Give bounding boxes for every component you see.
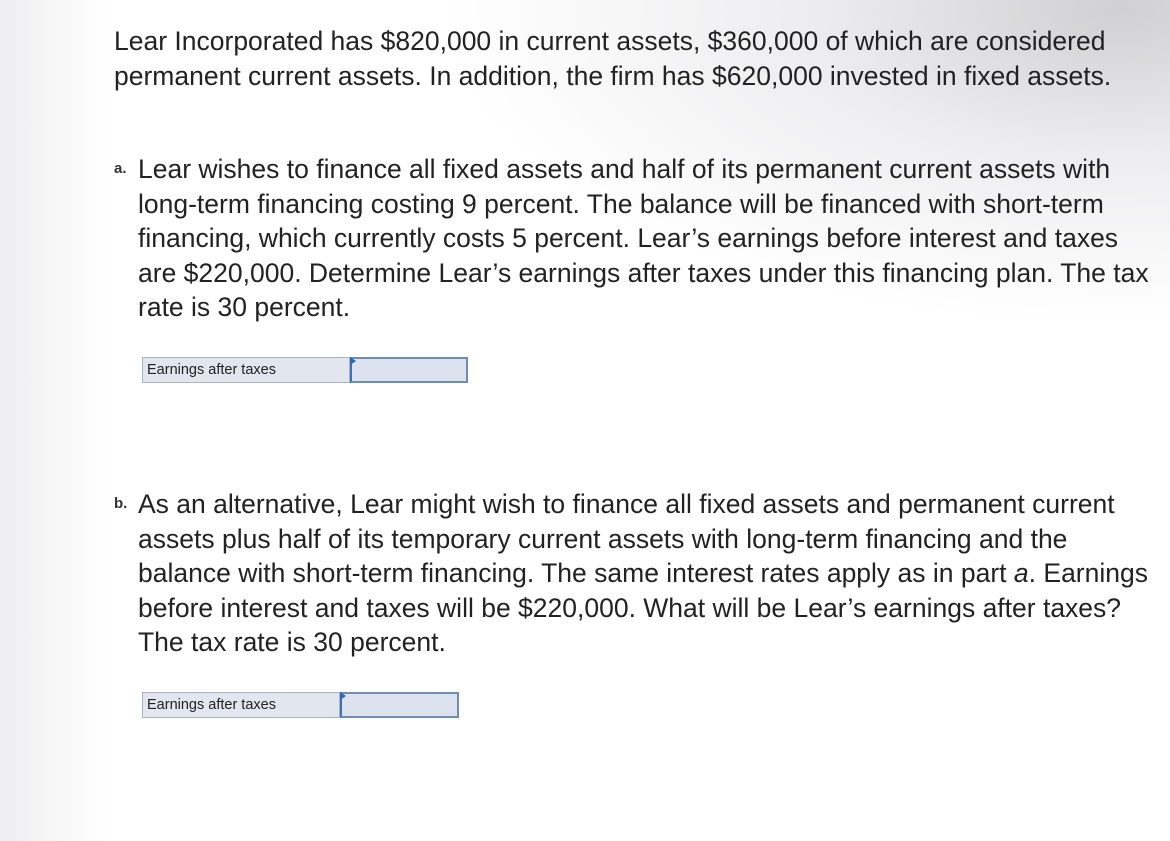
- part-a-letter: a.: [114, 160, 127, 177]
- part-a-question: Lear wishes to finance all fixed assets and half of its permanent current assets with long-term financing costing 9 percent. The balance will be financed with short-term financing, which currently costs 5 percent. Lear’s earnings before interest and taxes are $220,000. Determine Lear’s earnings after taxes under this financing plan. The tax rate is 30 percent.: [138, 154, 1149, 322]
- part-b-question-reference: a: [1013, 558, 1029, 588]
- part-b-input-wrapper: [340, 692, 459, 718]
- part-b-question: [138, 487, 1149, 660]
- part-a-earnings-input[interactable]: [350, 357, 468, 383]
- problem-intro: Lear Incorporated has $820,000 in current assets, $360,000 of which are considered permanent current assets. In addition, the firm has $620,000 invested in fixed assets.: [114, 26, 1112, 91]
- part-b-letter: b.: [114, 495, 128, 512]
- part-a: [114, 152, 1149, 325]
- input-flag-icon: [340, 692, 346, 700]
- part-b-question-end: . Earnings before interest and taxes will be $220,000. What will be Lear’s earnings after taxes? The tax rate is 30 percent.: [138, 558, 1148, 657]
- input-flag-icon: [350, 357, 356, 365]
- part-a-answer-label: Earnings after taxes: [142, 357, 350, 383]
- part-b-earnings-input[interactable]: [340, 692, 459, 718]
- part-b-answer-label: Earnings after taxes: [142, 692, 340, 718]
- part-a-answer-row: [142, 357, 468, 383]
- part-b-question-start: As an alternative, Lear might wish to finance all fixed assets and permanent current assets plus half of its temporary current assets with long-term financing and the balance with short-term financing. The same interest rates apply as in part: [138, 489, 1115, 588]
- part-b: [114, 487, 1149, 660]
- part-a-input-wrapper: [350, 357, 468, 383]
- part-b-answer-row: [142, 692, 459, 718]
